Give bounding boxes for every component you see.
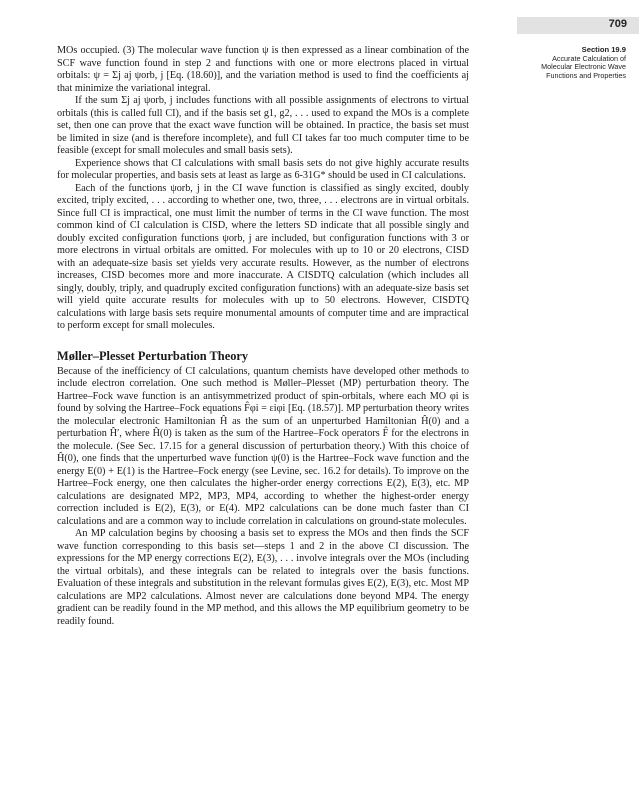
section-title-line: Functions and Properties: [546, 70, 626, 80]
section-title-line: Accurate Calculation of: [552, 53, 626, 63]
paragraph: Because of the inefficiency of CI calculations, quantum chemists have developed other methods to include electron correlation. One such method is Møller–Plesset (MP) perturbation theory. The Hartree–Fock wave function is an antisymmetrized product of spin-orbitals, where each MO φi is found by solving the Hartree–Fock equations F̂φi = εiφi [Eq. (18.57)]. MP perturbation theory writes the molecular electronic Hamiltonian Ĥ as the sum of an unperturbed Hamiltonian Ĥ(0) and a perturbation Ĥ′, where Ĥ(0) is taken as the sum of the Hartree–Fock operators F̂ for the electrons in the molecule. (See Sec. 17.15 for a general discussion of perturbation theory.) With this choice of Ĥ(0), one finds that the unperturbed wave function ψ(0) is the Hartree–Fock wave function and the energy E(0) + E(1) is the Hartree–Fock energy (see Levine, sec. 16.2 for details). To improve on the Hartree–Fock energy, one then calculates the higher-order energy corrections E(2), E(3), etc. MP calculations are designated MP2, MP3, MP4, according to whether the highest-order energy correction included is E(2), E(3), or E(4). MP2 calculations can be done much faster than CI calculations and are a common way to include correlation in calculations on ground-state molecules.: [57, 365, 469, 527]
main-text: [57, 45, 469, 628]
paragraph: If the sum Σj aj ψorb, j includes functions with all possible assignments of electrons to virtual orbitals (this is called full CI), and if the basis set g1, g2, . . . used to expand the MOs is a complete set, then one can prove that the exact wave function will be obtained. In practice, the basis set must be limited in size (and is therefore incomplete), and full CI takes far too much computer time to be feasible (except for small molecules and small basis sets).: [57, 95, 469, 156]
paragraph: Experience shows that CI calculations with small basis sets do not give highly accurate results for molecular properties, and basis sets at least as large as 6-31G* should be used in CI calculations.: [57, 157, 469, 181]
section-label: Section 19.9: [581, 45, 626, 54]
section-sidebar: [498, 46, 626, 80]
paragraph: MOs occupied. (3) The molecular wave function ψ is then expressed as a linear combination of the SCF wave function found in step 2 and functions with one or more electrons placed in virtual orbitals: ψ = Σj aj ψorb, j [Eq. (18.60)], and the variation method is used to find the coefficients aj that minimize the variational integral.: [57, 45, 469, 94]
paragraph: Each of the functions ψorb, j in the CI wave function is classified as singly excited, doubly excited, triply excited, . . . according to whether one, two, three, . . . electrons are in virtual orbitals. Since full CI is impractical, one must limit the number of terms in the CI wave function. The most common kind of CI calculation is CISD, where the letters SD indicate that all possible singly and doubly excited configuration functions ψorb, j are included, but configuration functions with 3 or more electrons in virtual orbitals are omitted. For molecules with up to 10 or 20 electrons, CISD with an adequate-size basis set yields very accurate results. However, as the number of electrons increases, CISD becomes more and more inaccurate. A CISDTQ calculation (which includes all singly, doubly, triply, and quadruply excited configuration functions) with an adequate-size basis set will yield quite accurate results for molecules with up to 50 electrons. However, CISDTQ calculations with large basis sets require monumental amounts of computer time and are impractical to perform except for small molecules.: [57, 182, 469, 331]
page-number-tab: [517, 17, 639, 34]
section-heading: Møller–Plesset Perturbation Theory: [57, 348, 249, 363]
section-title-line: Molecular Electronic Wave: [541, 62, 626, 72]
paragraph: An MP calculation begins by choosing a basis set to express the MOs and then finds the SCF wave function corresponding to this basis set—steps 1 and 2 in the above CI discussion. The expressions for the MP energy corrections E(2), E(3), . . . involve integrals over the MOs (including the virtual orbitals), and these integrals can be related to integrals over the basis functions. Evaluation of these integrals and substitution in the relevant formulas gives E(2), E(3), etc. Most MP calculations are MP2 calculations. Almost never are calculations done beyond MP4. The energy gradient can be readily found in the MP method, and this allows the MP equilibrium geometry to be readily found.: [57, 528, 469, 627]
page-number: 709: [608, 18, 627, 30]
